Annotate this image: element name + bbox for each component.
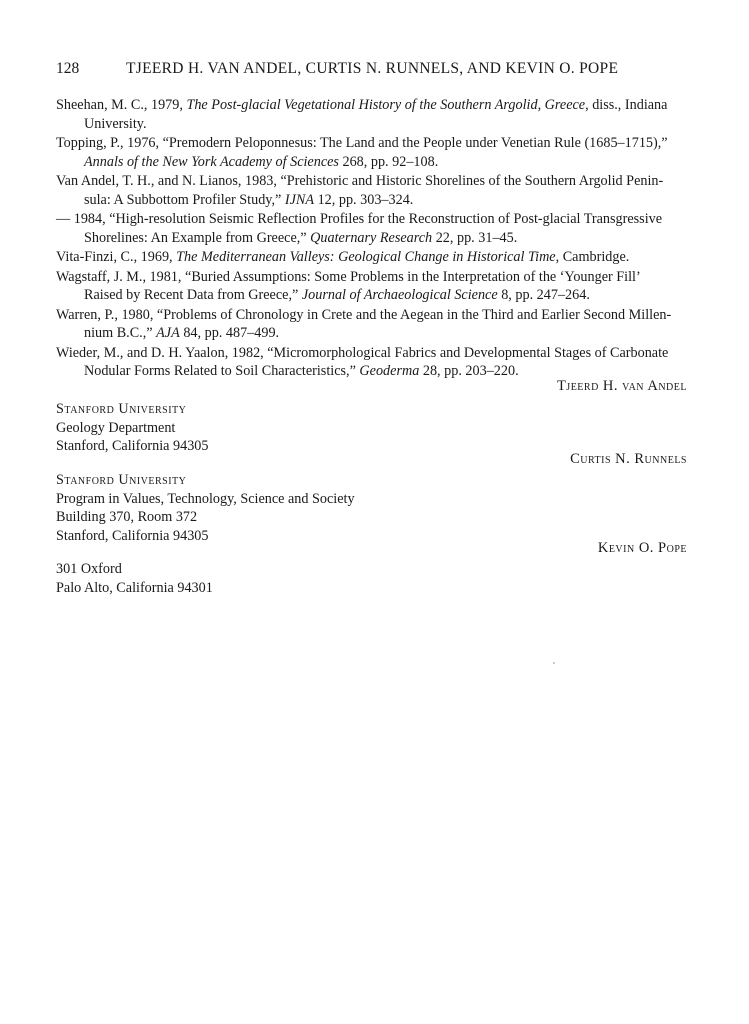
running-head [56, 60, 696, 84]
author-address [56, 560, 213, 597]
reference-entry: Van Andel, T. H., and N. Lianos, 1983, “Prehistoric and Historic Shorelines of the Southern Argolid Penin- sula: A Subbottom Profiler Study,” IJNA 12, pp. 303–324. [56, 173, 664, 208]
address-line: Geology Department [56, 419, 176, 436]
running-head-authors: TJEERD H. VAN ANDEL, CURTIS N. RUNNELS, AND KEVIN O. POPE [126, 60, 619, 77]
author-address [56, 471, 355, 545]
address-line: Stanford, California 94305 [56, 527, 209, 544]
reference-list [56, 96, 696, 382]
scan-speck [553, 662, 555, 664]
reference-entry: Topping, P., 1976, “Premodern Peloponnesus: The Land and the People under Venetian Rule (1685–1715),” Annals of the New York Academy of Sciences 268, pp. 92–108. [56, 135, 668, 170]
author-signature: Tjeerd H. van Andel [556, 378, 687, 394]
author-signature: Kevin O. Pope [597, 540, 687, 556]
institution-name: Stanford University [56, 401, 187, 417]
address-line: Program in Values, Technology, Science and Society [56, 490, 355, 507]
address-line: Palo Alto, California 94301 [56, 579, 213, 596]
institution-name: Stanford University [56, 472, 187, 488]
author-address [56, 400, 209, 456]
page-number: 128 [56, 60, 80, 77]
address-line: Stanford, California 94305 [56, 438, 209, 454]
address-line: 301 Oxford [56, 561, 122, 577]
reference-entry: Vita-Finzi, C., 1969, The Mediterranean Valleys: Geological Change in Historical Time, Cambridge. [56, 249, 630, 265]
reference-entry: Warren, P., 1980, “Problems of Chronology in Crete and the Aegean in the Third and Earlier Second Millen- nium B.C.,” AJA 84, pp. 487–499. [56, 306, 672, 341]
address-line: Building 370, Room 372 [56, 509, 198, 525]
reference-entry: Sheehan, M. C., 1979, The Post-glacial Vegetational History of the Southern Argolid, Greece, diss., Indiana University. [56, 97, 668, 132]
reference-entry: Wieder, M., and D. H. Yaalon, 1982, “Micromorphological Fabrics and Developmental Stages of Carbonate Nodular Forms Related to Soil Characteristics,” Geoderma 28, pp. 203–220. [56, 344, 669, 379]
reference-entry: Wagstaff, J. M., 1981, “Buried Assumptions: Some Problems in the Interpretation of the ‘Younger Fill’ Raised by Recent Data from Greece,” Journal of Archaeological Science 8, pp. 247–264. [56, 268, 641, 303]
reference-entry: — 1984, “High-resolution Seismic Reflection Profiles for the Reconstruction of Post-glacial Transgressive Shorelines: An Example from Greece,” Quaternary Research 22, pp. 31–45. [56, 211, 663, 246]
author-signature: Curtis N. Runnels [570, 451, 687, 467]
